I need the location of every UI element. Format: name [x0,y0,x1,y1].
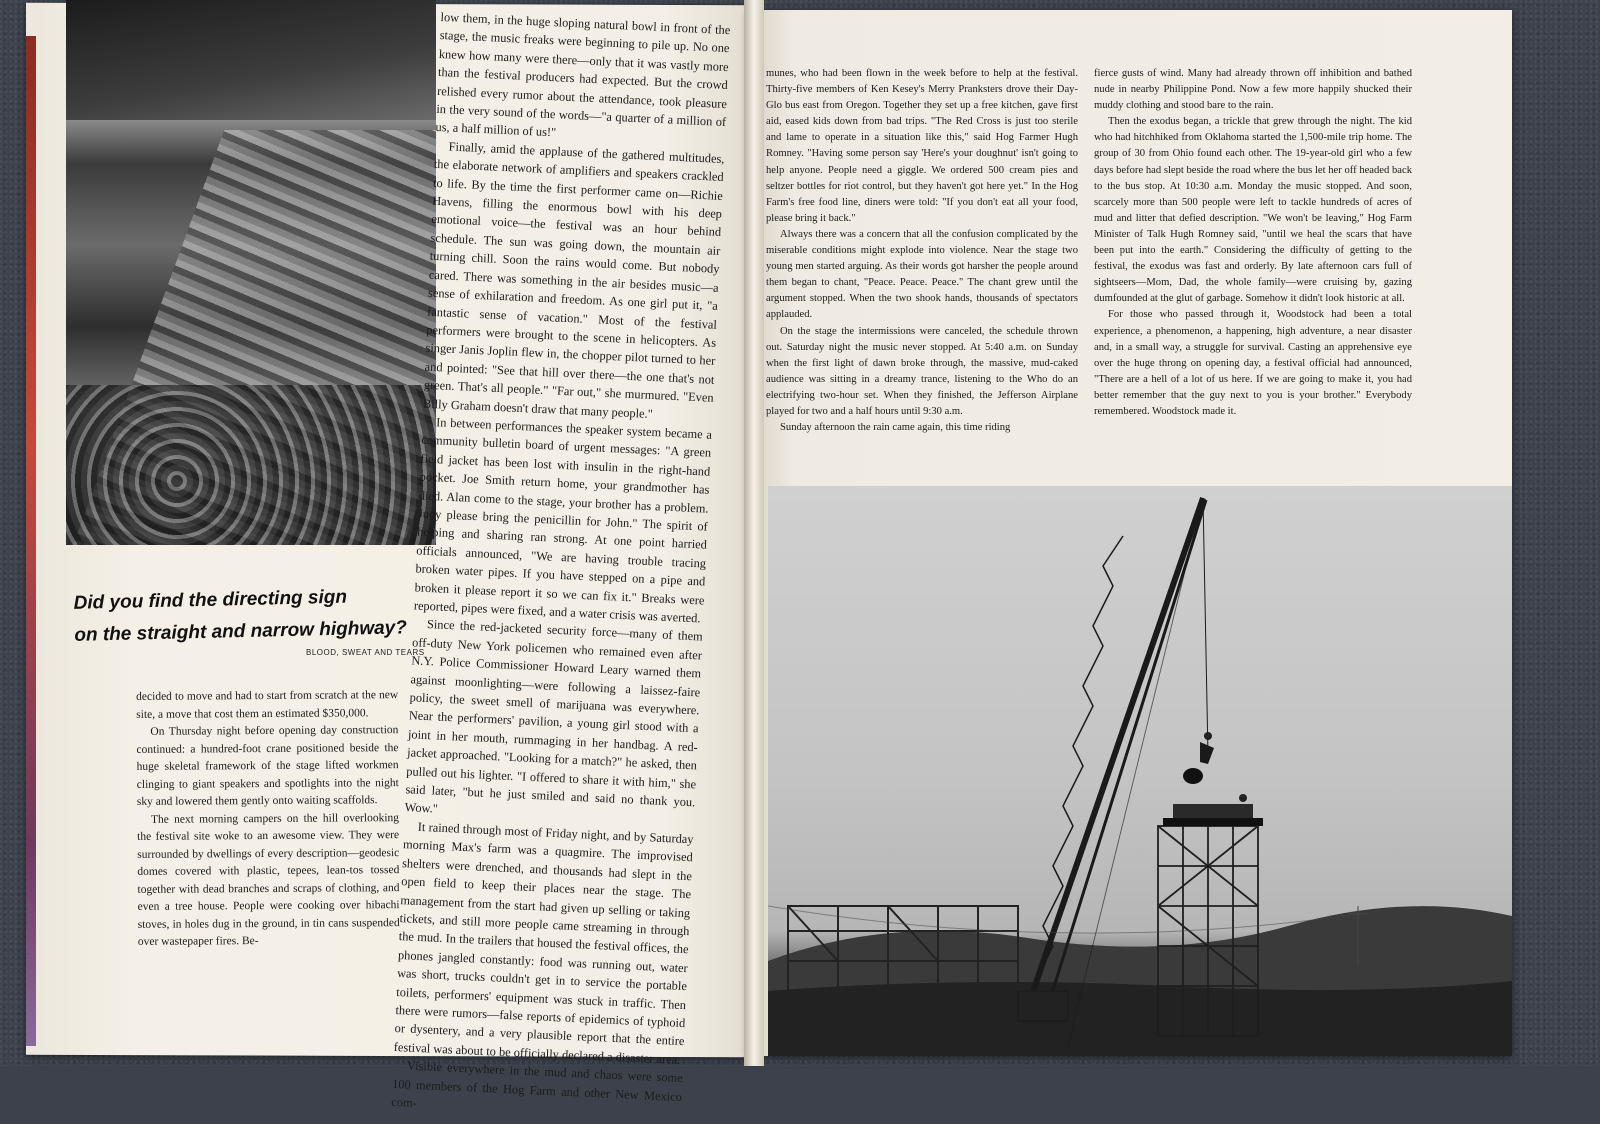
crane-photo [768,486,1512,1056]
workman-on-hook [1183,732,1214,784]
article-column-1 [136,687,400,951]
paragraph: Since the red-jacketed security force—many of them off-duty New York policemen who remained even after N.Y. Police Commissioner Howard Leary warned them against moonlighting—were following a laissez-faire policy, the sweet smell of marijuana was everywhere. Near the performers' pavilion, a young girl stood with a joint in her mouth, rummaging in her handbag. A red-jacket approached. "Looking for a match?" he asked, then pulled out his lighter. "I offered to share it with him," she said later, "but he just smiled and said no thank you. Wow." [404,617,704,817]
paragraph: decided to move and had to start from scratch at the new site, a move that cost them an estimated $350,000. [136,689,399,721]
paragraph: low them, in the huge sloping natural bowl in front of the stage, the music freaks were beginning to pile up. No one knew how many were there—only that it was vastly more than the festival producers had expected. But the crowd relished every rumor about the attendance, took pleasure in the very sound of the words—"a quarter of a million of us, a half million of us!" [435,9,731,140]
headline-line-1: Did you find the directing sign [73,586,348,614]
paragraph: Then the exodus began, a trickle that grew through the night. The kid who had hitchhiked from Oklahoma started the 1,500-mile trip home. The group of 30 from Ohio found each other. The 19-year-old girl who a few days before had slept beside the road where the bus let her off headed back to the bus stop. At 10:30 a.m. Monday the music stopped. And soon, scarcely more than 500 people were left to tackle hundreds of acres of mud and litter that defied description. "We won't be leaving," Hog Farm Minister of Talk Hugh Romney said, "until we heal the scars that have been put into the earth." Considering the difficulty of getting to the festival, the exodus was fast and orderly. By late afternoon cars full of sightseers—Mom, Dad, the whole family—were cruising by, gazing dumfounded at the glut of garbage. Somehow it didn't look historic at all. [1094,116,1412,305]
paragraph: In between performances the speaker system became a community bulletin board of urgent messages: "A green field jacket has been lost with insulin in the right-hand pocket. Joe Smith return home, your grandmother has died. Alan come to the stage, your brother has a problem. Judy please bring the penicillin for John." The spirit of helping and sharing ran strong. At one point harried officials announced, "We are having trouble tracing broken water pipes. If you have stepped on a pipe and broken it please report it so we can fix it." Breaks were reported, pipes were fixed, and a water crisis was averted. [413,415,713,626]
headline-credit: BLOOD, SWEAT AND TEARS [306,648,425,657]
paragraph: Sunday afternoon the rain came again, this time riding [780,422,1011,434]
paragraph: Always there was a concern that all the confusion complicated by the miserable conditions might explode into violence. Near the stage two young men started arguing. As their words got harsher the people around them began to chant, "Peace. Peace. Peace." The chant grew until the argument stopped. When the two shook hands, thousands of spectators applauded. [766,228,1078,321]
foreground-field [768,981,1512,1056]
magazine-spine [744,0,764,1066]
traffic-photo [66,0,436,545]
paragraph: It rained through most of Friday night, and by Saturday morning Max's farm was a quagmire. The improvised shelters were drenched, and thousands had slept in the open field to keep their places near the stage. The management from the start had given up selling or taking tickets, and still more people came streaming in through the mud. In the trailers that housed the festival offices, the phones jangled constantly: food was running out, water was short, trucks couldn't get in to service the portable toilets, performers' equipment was stuck in traffic. Then there were rumors—false reports of epidemics of typhoid or dysentery, and a very plausible report that the entire festival was about to be officially declared a disaster area. [393,819,694,1067]
paragraph: The next morning campers on the hill overlooking the festival site woke to an awesome view. They were surrounded by dwellings of every description—geodesic domes covered with plastic, tepees, lean-tos tossed together with dead branches and scraps of clothing, and even a tree house. People were cooking over hibachi stoves, in holes dug in the ground, in tin cans suspended over wastepaper fires. Be- [137,811,400,948]
article-column-3 [766,66,1078,436]
headline-line-2: on the straight and narrow highway? [74,617,408,646]
hillside-trees [66,0,436,120]
crane-photo-drawing [768,486,1512,1056]
paragraph: On the stage the intermissions were canceled, the schedule thrown out. Saturday night the music never stopped. At 5:40 a.m. on Sunday when the first light of dawn broke through, the massive, mud-caked audience was sitting in a dreamy trance, listening to the Who do an electrifying two-hour set. When they finished, the Jefferson Airplane played for two and a half hours until 9:30 a.m. [766,325,1078,417]
paragraph: On Thursday night before opening day construction continued: a hundred-foot crane positioned beside the huge skeletal framework of the stage lifted workmen clinging to giant speakers and spotlights into the night sky and lowered them gently onto waiting scaffolds. [136,724,399,808]
paragraph: fierce gusts of wind. Many had already thrown off inhibition and bathed nude in nearby Philippine Pond. Now a few more happily shucked their muddy clothing and stood bare to the rain. [1094,68,1412,112]
song-lyric-headline [73,580,414,652]
article-column-4 [1094,66,1412,420]
paragraph: munes, who had been flown in the week before to help at the festival. Thirty-five members of Ken Kesey's Merry Pranksters drove their Day-Glo bus east from Oregon. Together they set up a free kitchen, gave first aid, eased kids down from bad trips. "The Red Cross is just too sterile and lame to operate in a situation like this," said Hog Farmer Hugh Romney. "Having some person say 'Here's your doughnut' isn't going to help anyone. People need a giggle. We ordered 500 cream pies and seltzer bottles for riot control, but they haven't got here yet." In the Hog Farm's free food line, diners were told: "If you don't eat all your food, please bring it back." [766,68,1078,224]
crowd-of-people [66,385,436,545]
left-page-red-edge [26,36,36,1046]
paragraph: Visible everywhere in the mud and chaos were some 100 members of the Hog Farm and other New Mexico com- [391,1058,684,1110]
paragraph: For those who passed through it, Woodstock had been a total experience, a phenomenon, a happening, high adventure, a near disaster and, in a small way, a struggle for survival. Casting an apprehensive eye over the huge throng on opening day, a festival official had announced, "There are a hell of a lot of us here. If we are going to make it, you had better remember that the guy next to you is your brother." Everybody remembered. Woodstock made it. [1094,309,1412,417]
article-column-2 [391,8,731,1124]
speaker-stack [1163,794,1263,826]
paragraph: Finally, amid the applause of the gathered multitudes, the elaborate network of amplifiers and speakers crackled to life. By the time the first performer came on—Richie Havens, filling the enormous bowl with his deep emotional voice—the festival was an hour behind schedule. The sun was going down, the mountain air turning chill. Soon the rains would come. But nobody cared. There was something in the air besides music—a sense of exhilaration and freedom. As one girl put it, "a fantastic sense of vacation." Most of the festival performers were brought to the scene in helicopters. As singer Janis Joplin flew in, the chopper pilot turned to her and pointed: "See that hill over there—the one that's not green. That's all people." "Far out," she murmured. "Even Billy Graham doesn't draw that many people." [422,139,725,421]
